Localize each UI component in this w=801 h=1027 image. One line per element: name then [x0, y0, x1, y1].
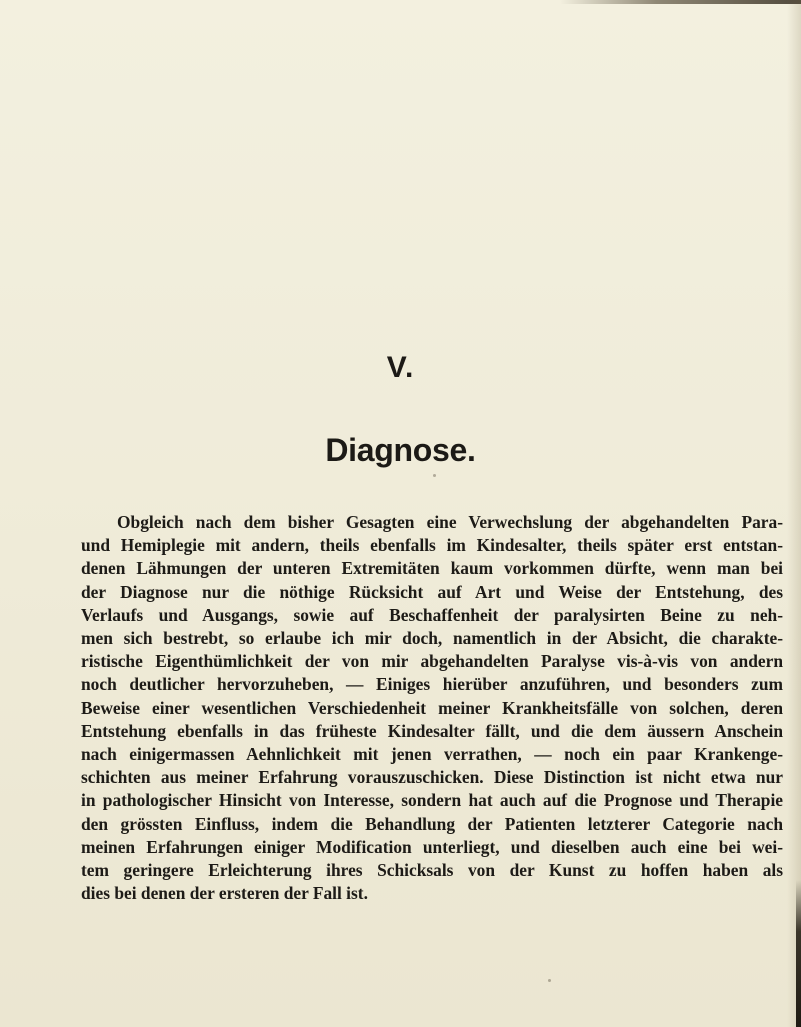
paragraph-line: men sich bestrebt, so erlaube ich mir doch, namentlich in der Absicht, die charakte-: [81, 628, 783, 649]
paragraph-line: nach einigermassen Aehnlichkeit mit jenen verrathen, — noch ein paar Krankenge-: [81, 744, 783, 765]
paragraph-line: Entstehung ebenfalls in das früheste Kindesalter fällt, und die dem äussern Anschein: [81, 720, 783, 741]
paragraph-line: und Hemiplegie mit andern, theils ebenfalls im Kindesalter, theils später erst entstan-: [81, 535, 783, 556]
paragraph-line: Obgleich nach dem bisher Gesagten eine Verwechslung der abgehandelten Para-: [117, 512, 783, 532]
paragraph-line: dies bei denen der ersteren der Fall ist.: [81, 883, 368, 904]
page-right-shadow: [787, 0, 801, 1027]
chapter-title: Diagnose.: [325, 432, 476, 468]
paragraph-line: noch deutlicher hervorzuheben, — Einiges hierüber anzuführen, und besonders zum: [81, 674, 783, 695]
paragraph-line: ristische Eigenthümlichkeit der von mir abgehandelten Paralyse vis-à-vis von andern: [81, 651, 783, 672]
paragraph-line: schichten aus meiner Erfahrung vorauszuschicken. Diese Distinction ist nicht etwa nur: [81, 767, 783, 788]
page-binding-edge: [796, 880, 801, 1027]
paragraph-line: meinen Erfahrungen einiger Modification unterliegt, und dieselben auch eine bei wei-: [81, 836, 783, 857]
paragraph-line: den grössten Einfluss, indem die Behandlung der Patienten letzterer Categorie nach: [81, 813, 783, 834]
body-paragraph: [81, 511, 783, 905]
paragraph-line: Beweise einer wesentlichen Verschiedenheit meiner Krankheitsfälle von solchen, deren: [81, 697, 783, 718]
paragraph-line: Verlaufs und Ausgangs, sowie auf Beschaffenheit der paralysirten Beine zu neh-: [81, 604, 783, 625]
paper-speck: [433, 474, 436, 477]
paragraph-line: denen Lähmungen der unteren Extremitäten kaum vorkommen dürfte, wenn man bei: [81, 558, 783, 579]
paragraph-line: tem geringere Erleichterung ihres Schicksals von der Kunst zu hoffen haben als: [81, 860, 783, 881]
paragraph-line: der Diagnose nur die nöthige Rücksicht auf Art und Weise der Entstehung, des: [81, 581, 783, 602]
page-top-edge: [560, 0, 801, 4]
paragraph-line: in pathologischer Hinsicht von Interesse, sondern hat auch auf die Prognose und Therapie: [81, 790, 783, 811]
paper-speck: [548, 979, 551, 982]
chapter-number: V.: [386, 351, 415, 384]
